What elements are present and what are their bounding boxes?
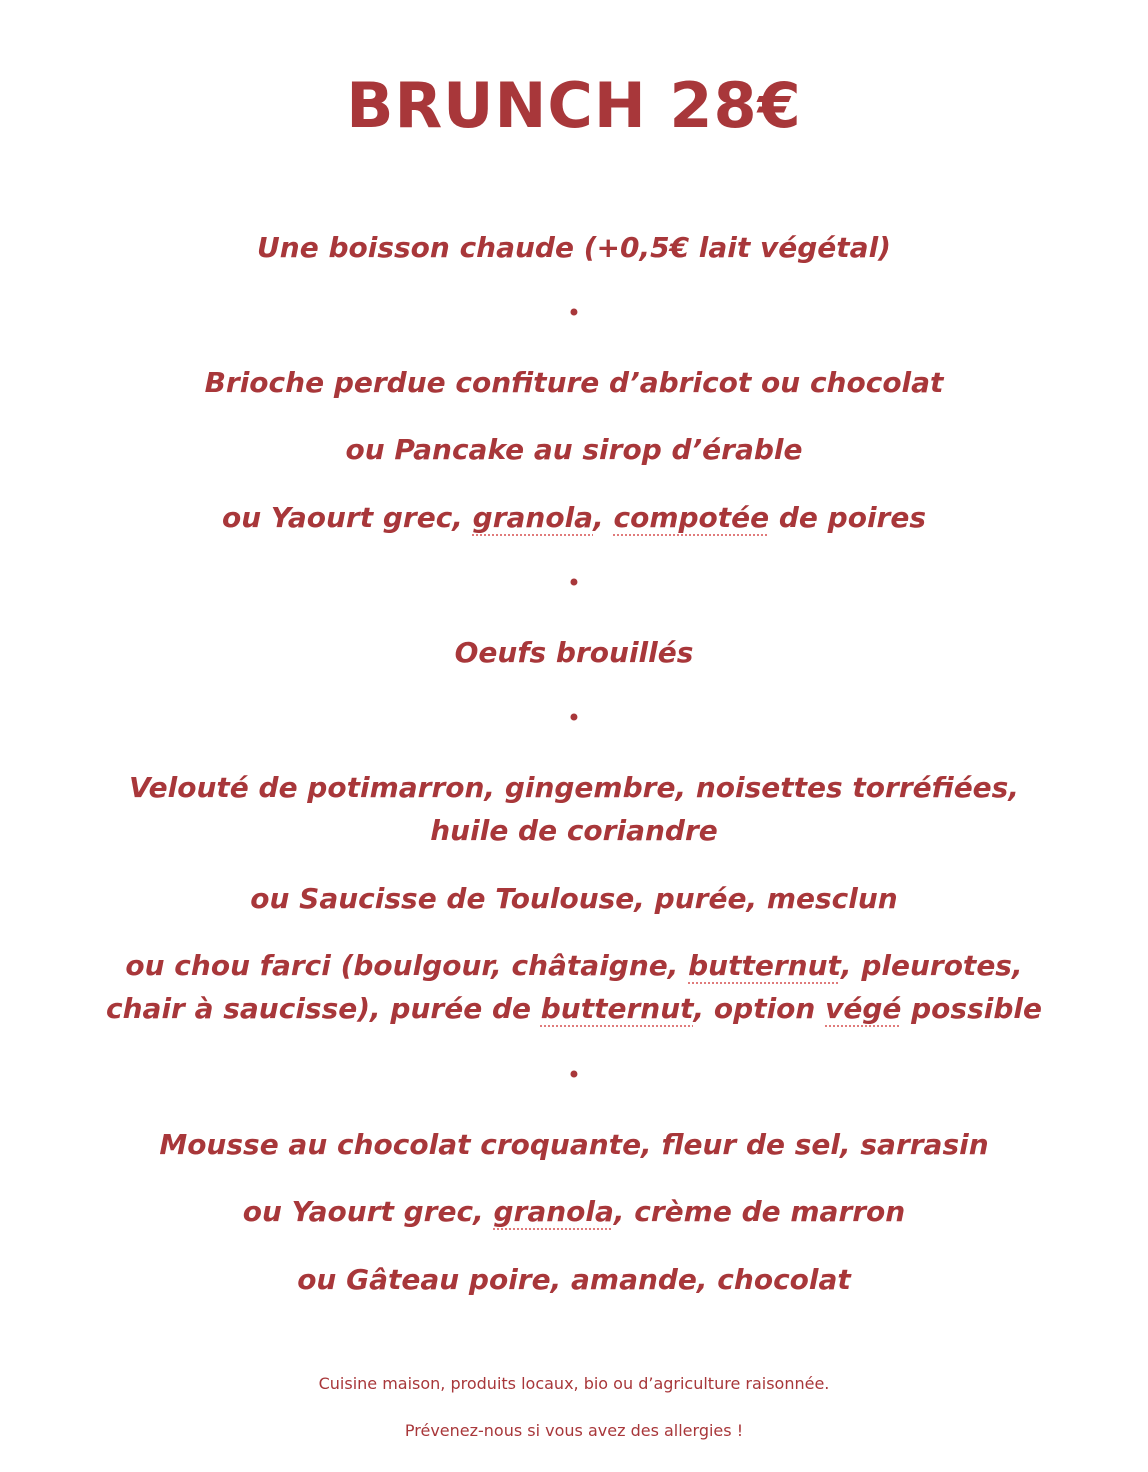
spellcheck-word: compotée — [613, 501, 770, 534]
spellcheck-word: butternut — [540, 992, 694, 1025]
dessert-option-yaourt — [40, 1190, 1108, 1233]
footer-sourcing-note: Cuisine maison, produits locaux, bio ou d’agriculture raisonnée. — [318, 1374, 830, 1393]
line-text: ou Yaourt grec, — [221, 501, 473, 534]
sweet-option-pancake: ou Pancake au sirop d’érable — [345, 433, 803, 466]
separator-bullet: • — [566, 704, 582, 732]
main-option-veloute-continued: huile de coriandre — [430, 814, 718, 847]
sweet-option-brioche: Brioche perdue confiture d’abricot ou chocolat — [204, 366, 944, 399]
spellcheck-word: granola — [472, 501, 594, 534]
spellcheck-word: végé — [825, 992, 902, 1025]
line-text: , pleurotes, — [840, 949, 1023, 982]
eggs-line: Oeufs brouillés — [454, 636, 694, 669]
separator-bullet: • — [566, 1061, 582, 1089]
line-text: , crème de marron — [613, 1195, 906, 1228]
dessert-option-gateau: ou Gâteau poire, amande, chocolat — [297, 1263, 851, 1296]
separator-bullet: • — [566, 299, 582, 327]
dessert-option-mousse: Mousse au chocolat croquante, fleur de sel, sarrasin — [159, 1128, 989, 1161]
line-text: , option — [693, 992, 826, 1025]
spellcheck-word: butternut — [688, 949, 841, 982]
line-text: ou Yaourt grec, — [242, 1195, 494, 1228]
separator-bullet: • — [566, 569, 582, 597]
line-text: de poires — [769, 501, 927, 534]
menu-title: BRUNCH 28€ — [346, 69, 802, 142]
main-option-chou-farci — [40, 944, 1108, 987]
sweet-option-yaourt — [40, 496, 1108, 539]
line-text: chair à saucisse), purée de — [106, 992, 541, 1025]
main-option-veloute: Velouté de potimarron, gingembre, noisettes torréfiées, — [129, 771, 1019, 804]
footer-allergy-note: Prévenez-nous si vous avez des allergies ! — [404, 1421, 744, 1440]
main-option-chou-farci-continued — [40, 987, 1108, 1030]
spellcheck-word: granola — [493, 1195, 614, 1228]
line-text: , — [593, 501, 614, 534]
drink-line: Une boisson chaude (+0,5€ lait végétal) — [257, 231, 891, 264]
main-option-saucisse: ou Saucisse de Toulouse, purée, mesclun — [250, 882, 898, 915]
line-text: possible — [901, 992, 1042, 1025]
line-text: ou chou farci (boulgour, châtaigne, — [125, 949, 689, 982]
